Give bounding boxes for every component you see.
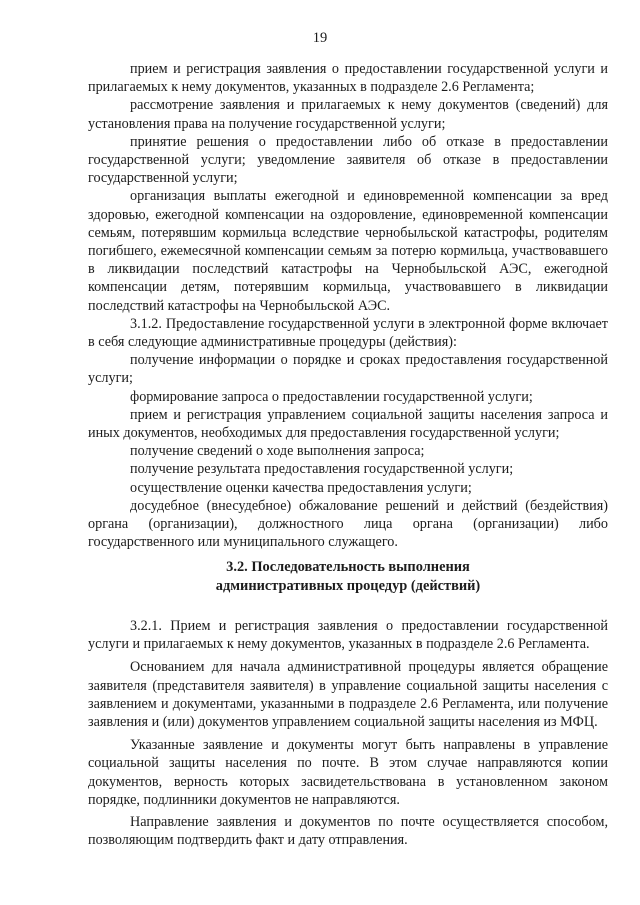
heading-line-2: административных процедур (действий): [215, 577, 481, 594]
heading-line-1: 3.2. Последовательность выполнения: [226, 559, 470, 575]
paragraph: принятие решения о предоставлении либо об отказе в предоставлении государственной услуги; уведомление заявителя об отказе в предоставлении государственной услуги;: [88, 133, 608, 187]
paragraph: Основанием для начала административной процедуры является обращение заявителя (представителя заявителя) в управление социальной защиты населения с заявлением и документами, указанными в подразделе 2.6 Регламента, или получение заявления и (или) документов управлением социальной защиты населения из МФЦ.: [88, 659, 608, 731]
paragraph: Указанные заявление и документы могут быть направлены в управление социальной защиты населения по почте. В этом случае направляются копии документов, верность которых засвидетельствована в установленном законом порядке, подлинники документов не направляются.: [88, 737, 608, 808]
procedures-list: [88, 60, 608, 551]
section-heading: [88, 558, 608, 595]
paragraph: организация выплаты ежегодной и единовременной компенсации за вред здоровью, ежегодной компенсации на оздоровление, единовременной компенсации семьям, потерявшим кормильца вследствие чернобыльской катастрофы, родителям погибшего, ежемесячной компенсации семьям за потерю кормильца, участвовавшего в ликвидации последствий катастрофы на Чернобыльской АЭС, ежегодной компенсации детям, потерявшим кормильца, участвовавшего в ликвидации последствий катастрофы на Чернобыльской АЭС.: [88, 188, 608, 314]
page-number: 19: [312, 30, 328, 46]
paragraph: получение результата предоставления государственной услуги;: [130, 461, 514, 478]
paragraph: прием и регистрация заявления о предоставлении государственной услуги и прилагаемых к нему документов, указанных в подразделе 2.6 Регламента;: [88, 61, 608, 96]
paragraph: формирование запроса о предоставлении государственной услуги;: [130, 388, 533, 405]
paragraph: Направление заявления и документов по почте осуществляется способом, позволяющим подтвердить факт и дату отправления.: [88, 814, 608, 849]
paragraph: прием и регистрация управлением социальной защиты населения запроса и иных документов, необходимых для предоставления государственной услуги;: [88, 406, 608, 442]
paragraph: досудебное (внесудебное) обжалование решений и действий (бездействия) органа (организации), должностного лица органа (организации) либо государственного или муниципального служащего.: [88, 497, 608, 551]
paragraph: 3.2.1. Прием и регистрация заявления о предоставлении государственной услуги и прилагаемых к нему документов, указанных в подразделе 2.6 Регламента.: [88, 618, 608, 653]
paragraph: рассмотрение заявления и прилагаемых к нему документов (сведений) для установления права на получение государственной услуги;: [88, 97, 608, 132]
paragraph: 3.1.2. Предоставление государственной услуги в электронной форме включает в себя следующие административные процедуры (действия):: [88, 315, 608, 351]
section-body: [88, 617, 608, 849]
paragraph: получение информации о порядке и сроках предоставления государственной услуги;: [88, 352, 608, 387]
paragraph: получение сведений о ходе выполнения запроса;: [130, 443, 425, 460]
paragraph: осуществление оценки качества предоставления услуги;: [130, 479, 472, 496]
